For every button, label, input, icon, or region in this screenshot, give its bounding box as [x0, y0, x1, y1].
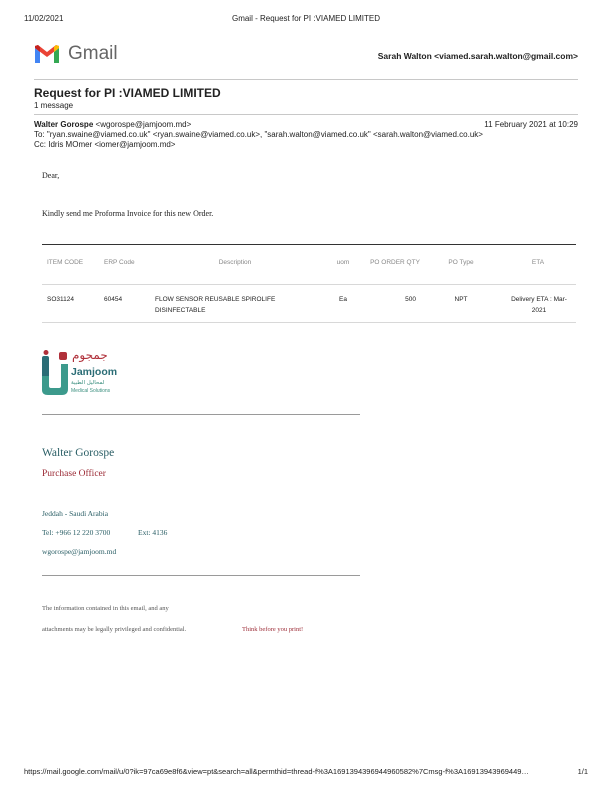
- po-table-header: [42, 245, 576, 285]
- cell-po-order-qty: 500: [405, 296, 416, 303]
- gmail-logo-icon[interactable]: [34, 44, 60, 64]
- gmail-wordmark: Gmail: [68, 43, 118, 64]
- header-divider: [34, 79, 578, 80]
- cell-item-code: SO31124: [47, 296, 74, 303]
- jamjoom-logo: [42, 348, 132, 398]
- disclaimer-line-1: The information contained in this email, and any: [42, 605, 169, 612]
- cell-po-type: NPT: [454, 296, 468, 303]
- signature-location: Jeddah - Saudi Arabia: [42, 509, 109, 518]
- think-before-print: Think before you print!: [242, 626, 304, 633]
- message-count: 1 message: [34, 101, 74, 110]
- col-erp-code: ERP Code: [104, 259, 135, 266]
- print-title: Gmail - Request for PI :VIAMED LIMITED: [231, 14, 381, 23]
- col-po-order-qty: PO ORDER QTY: [370, 259, 420, 266]
- message-recipients: To: "ryan.swaine@viamed.co.uk" <ryan.swaine@viamed.co.uk>, "sarah.walton@viamed.co.uk" <sarah.walton@viamed.co.uk>: [34, 130, 483, 139]
- message-divider: [34, 114, 578, 115]
- message-date: 11 February 2021 at 10:29: [484, 120, 578, 129]
- signature-role: Purchase Officer: [42, 469, 106, 479]
- cell-uom: Ea: [339, 296, 347, 303]
- account-name: Sarah Walton <viamed.sarah.walton@gmail.com>: [377, 51, 578, 61]
- signature-divider-top: [42, 414, 360, 415]
- signature-name: Walter Gorospe: [42, 447, 115, 459]
- print-header: [24, 14, 588, 26]
- sender-email[interactable]: <wgorospe@jamjoom.md>: [95, 120, 192, 129]
- col-eta: ETA: [531, 259, 545, 266]
- print-footer: [24, 767, 588, 779]
- signature-phone: Tel: +966 12 220 3700: [42, 528, 111, 537]
- logo-arabic: جمجوم: [72, 348, 108, 362]
- table-row: [42, 285, 576, 323]
- col-description: Description: [218, 259, 252, 266]
- cell-eta: Delivery ETA : Mar-2021: [511, 296, 567, 314]
- signature-email[interactable]: wgorospe@jamjoom.md: [42, 547, 117, 556]
- logo-tagline: Medical Solutions: [71, 388, 111, 394]
- email-greeting: Dear,: [42, 171, 60, 180]
- col-item-code: ITEM CODE: [47, 259, 84, 266]
- sender-name: Walter Gorospe: [34, 120, 94, 129]
- page-number: 1/1: [577, 767, 588, 776]
- logo-arabic-sub: لمحاليل الطبية: [71, 380, 105, 386]
- logo-wordmark: Jamjoom: [71, 366, 118, 378]
- col-po-type: PO Type: [448, 259, 474, 266]
- gmail-header: [34, 40, 578, 72]
- signature-divider-bottom: [42, 575, 360, 576]
- cell-erp-code: 60454: [104, 296, 123, 303]
- jamjoom-emblem-icon: [42, 350, 68, 396]
- print-date: 11/02/2021: [24, 14, 64, 23]
- print-url[interactable]: https://mail.google.com/mail/u/0?ik=97ca69e8f6&view=pt&search=all&permthid=thread-f%3A1691394396944960582%7Cmsg-f%3A16913943969449…: [24, 767, 529, 776]
- message-from: [34, 120, 191, 129]
- message-cc: Cc: Idris MOmer <iomer@jamjoom.md>: [34, 140, 176, 149]
- email-body: Kindly send me Proforma Invoice for this new Order.: [42, 209, 214, 218]
- cell-description: FLOW SENSOR REUSABLE SPIROLIFE DISINFECTABLE: [155, 296, 276, 314]
- col-uom: uom: [336, 259, 350, 266]
- signature-extension: Ext: 4136: [138, 528, 168, 537]
- po-table: [42, 244, 576, 323]
- thread-subject: Request for PI :VIAMED LIMITED: [34, 86, 221, 100]
- disclaimer-line-2: attachments may be legally privileged and confidential.: [42, 626, 187, 633]
